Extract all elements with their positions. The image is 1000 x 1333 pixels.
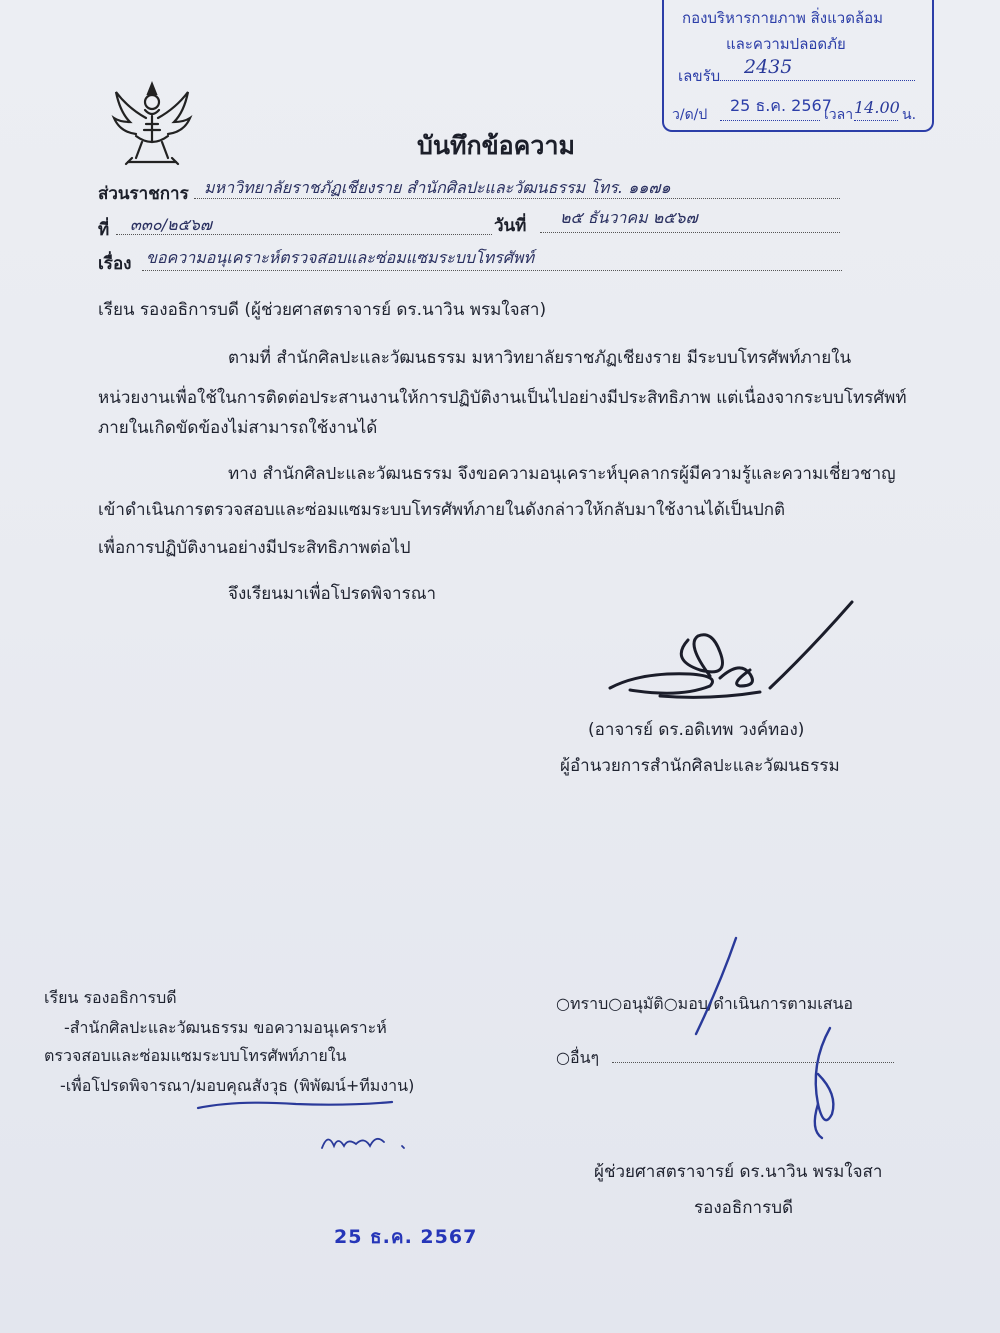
dept-label: ส่วนราชการ	[98, 184, 189, 204]
stamp-received-dots	[720, 80, 915, 81]
stamp-received-no: 2435	[744, 56, 793, 78]
p1-line2: หน่วยงานเพื่อใช้ในการติดต่อประสานงานให้การปฏิบัติงานเป็นไปอย่างมีประสิทธิภาพ แต่เนื่องจากระบบโทรศัพท์	[98, 388, 907, 408]
received-date-stamp: 25 ธ.ค. 2567	[334, 1226, 478, 1248]
p2-line2: เข้าดำเนินการตรวจสอบและซ่อมแซมระบบโทรศัพท์ภายในดังกล่าวให้กลับมาใช้งานได้เป็นปกติ	[98, 500, 786, 520]
ref-value: ๓๓๐/๒๕๖๗	[130, 215, 212, 234]
received-stamp	[662, 0, 934, 132]
date-value: ๒๕ ธันวาคม ๒๕๖๗	[560, 208, 698, 227]
note-left-line2: -สำนักศิลปะและวัฒนธรรม ขอความอนุเคราะห์	[64, 1018, 387, 1037]
date-label: วันที่	[494, 216, 527, 236]
stamp-time: 14.00	[854, 98, 900, 117]
stamp-org-line1: กองบริหารกายภาพ สิ่งแวดล้อม	[682, 9, 884, 27]
note-left-line1: เรียน รองอธิการบดี	[44, 988, 177, 1007]
p1-line1: ตามที่ สำนักศิลปะและวัฒนธรรม มหาวิทยาลัยราชภัฏเชียงราย มีระบบโทรศัพท์ภายใน	[228, 348, 852, 368]
stamp-time-label: เวลา	[824, 107, 854, 123]
note-right-other: ○อื่นๆ	[556, 1048, 600, 1067]
memo-title: บันทึกข้อความ	[417, 131, 575, 160]
signature-icon	[600, 600, 860, 710]
underline-stroke	[196, 1096, 396, 1114]
stamp-time-dots	[854, 120, 898, 121]
p2-line1: ทาง สำนักศิลปะและวัฒนธรรม จึงขอความอนุเคราะห์บุคลากรผู้มีความรู้และความเชี่ยวชาญ	[228, 464, 896, 484]
note-left-line3: ตรวจสอบและซ่อมแซมระบบโทรศัพท์ภายใน	[44, 1046, 347, 1065]
note-left-line4: -เพื่อโปรดพิจารณา/มอบคุณสังวุธ (พิพัฒน์+ทีมงาน)	[60, 1076, 415, 1095]
signer-name: (อาจารย์ ดร.อดิเทพ วงค์ทอง)	[588, 720, 805, 740]
closing: จึงเรียนมาเพื่อโปรดพิจารณา	[228, 584, 437, 604]
stamp-received-label: เลขรับ	[678, 67, 721, 85]
ref-label: ที่	[98, 220, 110, 240]
subject-value: ขอความอนุเคราะห์ตรวจสอบและซ่อมแซมระบบโทรศัพท์	[146, 248, 535, 267]
approval-signature-icon	[660, 934, 860, 1144]
p1-line3: ภายในเกิดขัดข้องไม่สามารถใช้งานได้	[98, 418, 378, 438]
initials-icon	[318, 1128, 418, 1158]
note-right-options: ○ทราบ○อนุมัติ○มอบ/ดำเนินการตามเสนอ	[556, 994, 854, 1013]
dept-value: มหาวิทยาลัยราชภัฏเชียงราย สำนักศิลปะและวัฒนธรรม โทร. ๑๑๗๑	[204, 178, 671, 197]
salutation: เรียน รองอธิการบดี (ผู้ช่วยศาสตราจารย์ ดร.นาวิน พรมใจสา)	[98, 300, 547, 320]
stamp-time-unit: น.	[902, 107, 917, 123]
stamp-org-line2: และความปลอดภัย	[726, 35, 846, 53]
approver-name: ผู้ช่วยศาสตราจารย์ ดร.นาวิน พรมใจสา	[594, 1162, 883, 1182]
stamp-date-label: ว/ด/ป	[672, 107, 708, 123]
stamp-date: 25 ธ.ค. 2567	[730, 96, 832, 115]
p2-line3: เพื่อการปฏิบัติงานอย่างมีประสิทธิภาพต่อไป	[98, 538, 411, 558]
approver-position: รองอธิการบดี	[694, 1198, 794, 1218]
garuda-emblem-icon	[106, 78, 198, 170]
stamp-date-dots	[720, 120, 820, 121]
date-dotline	[540, 232, 840, 233]
signer-position: ผู้อำนวยการสำนักศิลปะและวัฒนธรรม	[560, 756, 840, 776]
subject-label: เรื่อง	[98, 254, 132, 274]
